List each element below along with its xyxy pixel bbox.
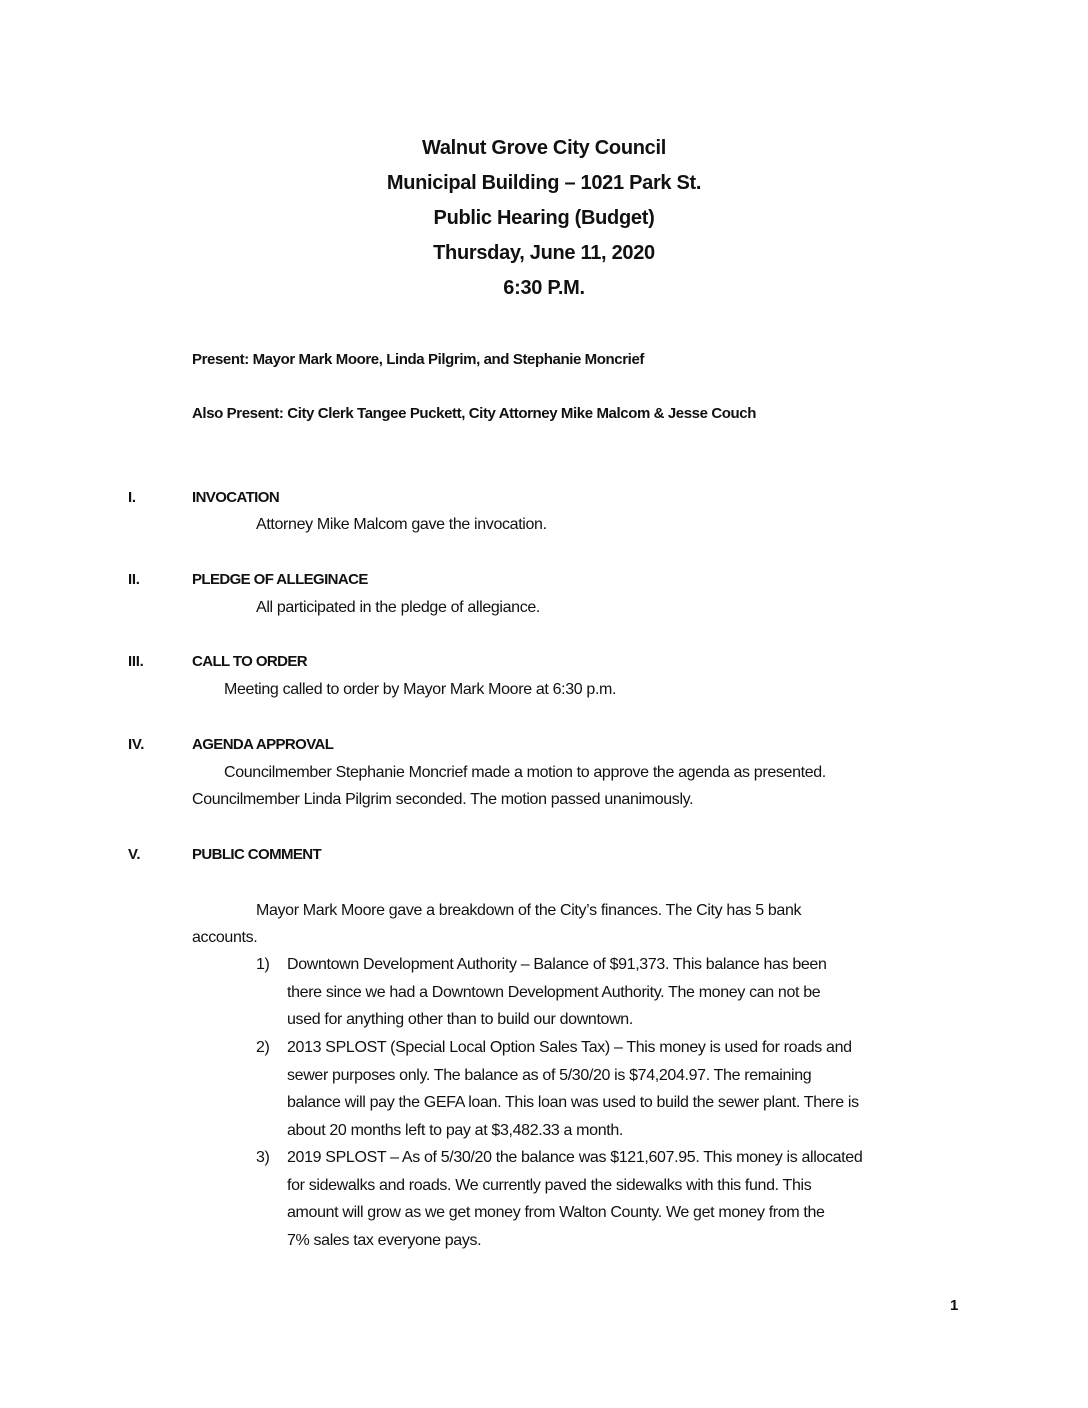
section-text: Councilmember Stephanie Moncrief made a motion to approve the agenda as presented. [224, 764, 826, 781]
list-number: 2) [256, 1039, 270, 1056]
public-comment-intro: accounts. [192, 929, 258, 946]
public-comment-intro: Mayor Mark Moore gave a breakdown of the City’s finances. The City has 5 bank [256, 902, 802, 919]
account-text-line: used for anything other than to build our downtown. [287, 1011, 633, 1028]
bank-account-item [256, 951, 956, 1034]
bank-account-item [256, 1034, 956, 1144]
meeting-location: Municipal Building – 1021 Park St. [386, 172, 702, 194]
section-text: Attorney Mike Malcom gave the invocation. [256, 516, 547, 533]
section-number: IV. [128, 736, 145, 753]
section-text: All participated in the pledge of allegiance. [256, 599, 541, 616]
section-heading-agenda-approval: AGENDA APPROVAL [192, 736, 334, 753]
page-number: 1 [950, 1297, 959, 1314]
section-number: II. [128, 571, 140, 588]
account-text-line: 2019 SPLOST – As of 5/30/20 the balance was $121,607.95. This money is allocated [287, 1149, 863, 1166]
section-number: I. [128, 489, 136, 506]
also-present-members: Also Present: City Clerk Tangee Puckett, City Attorney Mike Malcom & Jesse Couch [192, 405, 757, 422]
account-text-line: sewer purposes only. The balance as of 5/30/20 is $74,204.97. The remaining [287, 1066, 812, 1084]
account-text-line: Downtown Development Authority – Balance of $91,373. This balance has been [287, 956, 827, 973]
section-heading-call-to-order: CALL TO ORDER [192, 653, 307, 670]
account-text-line: 2013 SPLOST (Special Local Option Sales Tax) – This money is used for roads and [287, 1039, 852, 1056]
section-text: Meeting called to order by Mayor Mark Moore at 6:30 p.m. [224, 681, 617, 698]
section-number: V. [128, 846, 141, 863]
section-number: III. [128, 653, 144, 670]
list-number: 1) [256, 956, 270, 973]
account-text-line: for sidewalks and roads. We currently paved the sidewalks with this fund. This [287, 1176, 812, 1194]
document-header [0, 131, 1088, 306]
bank-account-item [256, 1144, 956, 1254]
account-text-line: amount will grow as we get money from Walton County. We get money from the [287, 1204, 825, 1221]
meeting-date: Thursday, June 11, 2020 [433, 242, 655, 264]
meeting-time: 6:30 P.M. [503, 277, 585, 299]
meeting-type: Public Hearing (Budget) [433, 207, 655, 229]
present-members: Present: Mayor Mark Moore, Linda Pilgrim, and Stephanie Moncrief [192, 351, 644, 368]
section-heading-invocation: INVOCATION [192, 489, 280, 506]
section-heading-pledge: PLEDGE OF ALLEGINACE [192, 571, 368, 588]
account-text-line: there since we had a Downtown Development Authority. The money can not be [287, 983, 821, 1001]
account-text-line: about 20 months left to pay at $3,482.33 a month. [287, 1121, 623, 1139]
account-text-line: balance will pay the GEFA loan. This loan was used to build the sewer plant. There is [287, 1094, 859, 1111]
section-text: Councilmember Linda Pilgrim seconded. The motion passed unanimously. [192, 791, 694, 808]
council-name: Walnut Grove City Council [422, 137, 666, 159]
list-number: 3) [256, 1149, 270, 1166]
account-text-line: 7% sales tax everyone pays. [287, 1231, 482, 1249]
section-heading-public-comment: PUBLIC COMMENT [192, 846, 322, 863]
